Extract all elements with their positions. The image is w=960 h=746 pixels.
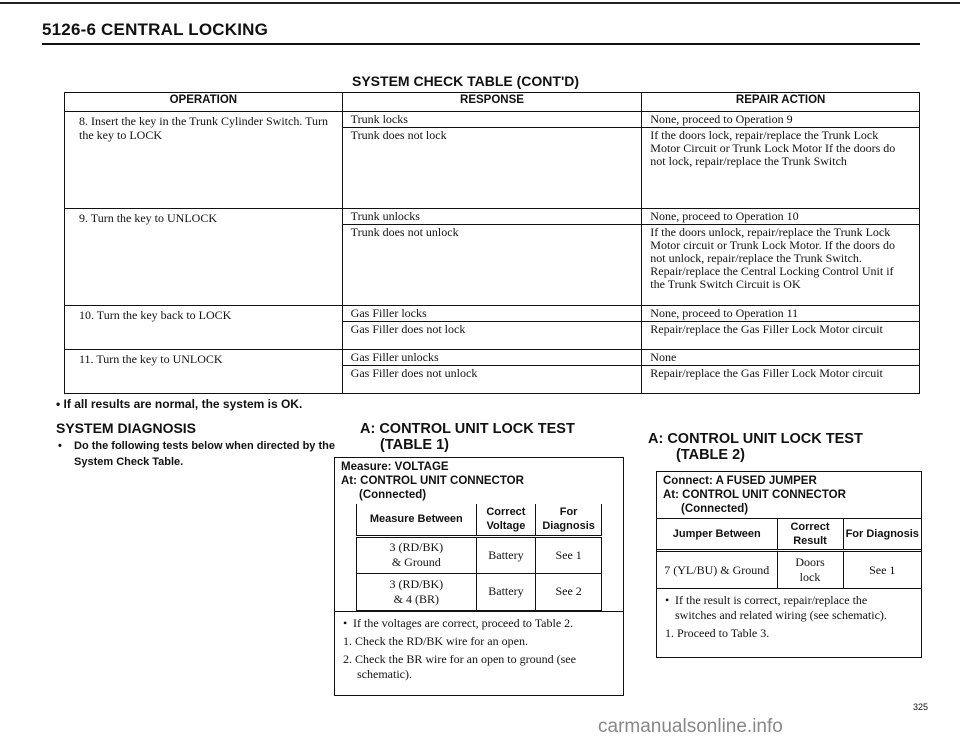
table2-between: 7 (YL/BU) & Ground — [657, 551, 777, 589]
response-item: Gas Filler unlocks — [343, 350, 642, 366]
table1-col-between: Measure Between — [357, 504, 477, 536]
table2-col-between: Jumper Between — [657, 519, 777, 551]
action-cell — [642, 350, 920, 394]
watermark: carmanualsonline.info — [598, 716, 783, 737]
table1-at: At: CONTROL UNIT CONNECTOR — [341, 475, 524, 487]
table2-grid — [657, 518, 921, 589]
table-row — [657, 551, 921, 589]
table1-connected: (Connected) — [359, 489, 427, 501]
response-item: Trunk does not lock — [350, 128, 447, 142]
action-item: Repair/replace the Gas Filler Lock Motor circuit — [650, 366, 883, 380]
table-row — [357, 536, 602, 573]
table-row — [357, 573, 602, 610]
table2-note-text: If the result is correct, repair/replace the switches and related wiring (see schematic). — [675, 593, 887, 622]
table2-col-correct: Correct Result — [777, 519, 843, 551]
table1-grid — [356, 504, 602, 611]
table2-diag: See 1 — [843, 551, 921, 589]
table1-diag: See 1 — [536, 536, 602, 573]
action-item: None, proceed to Operation 9 — [642, 112, 919, 128]
action-cell — [642, 306, 920, 350]
table1-col-correct: Correct Voltage — [476, 504, 536, 536]
table2-note: • If the result is correct, repair/replace the switches and related wiring (see schematic). — [665, 593, 911, 623]
response-item: Trunk unlocks — [343, 209, 642, 225]
table2-connect: Connect: A FUSED JUMPER — [663, 475, 817, 487]
table2-title-line1: A: CONTROL UNIT LOCK TEST — [648, 431, 863, 447]
response-item: Gas Filler locks — [343, 306, 642, 322]
table2-correct: Doors lock — [777, 551, 843, 589]
table1-title — [360, 421, 575, 453]
response-cell — [342, 306, 642, 350]
response-item: Gas Filler does not lock — [350, 322, 466, 336]
table1-measure: Measure: VOLTAGE — [341, 461, 449, 473]
system-check-table — [64, 92, 920, 394]
diagnosis-bullet: • Do the following tests below when directed by the System Check Table. — [58, 438, 338, 470]
operation-cell: 8. Insert the key in the Trunk Cylinder Switch. Turn the key to LOCK — [65, 112, 343, 209]
table2-col-diagnosis: For Diagnosis — [843, 519, 921, 551]
table2-notes — [657, 589, 921, 641]
table1-correct: Battery — [476, 573, 536, 610]
col-response: RESPONSE — [342, 93, 642, 112]
action-item: None, proceed to Operation 11 — [642, 306, 919, 322]
table1-correct: Battery — [476, 536, 536, 573]
response-item: Trunk locks — [343, 112, 642, 128]
table1-step: 2. Check the BR wire for an open to ground (see schematic). — [343, 651, 576, 681]
table1-note: • If the voltages are correct, proceed to Table 2. — [343, 615, 574, 630]
action-cell — [642, 209, 920, 306]
top-rule — [0, 2, 960, 4]
table2-step: 1. Proceed to Table 3. — [665, 626, 770, 640]
diagnosis-bullet-text: Do the following tests below when directed by the System Check Table. — [74, 440, 335, 468]
action-item: If the doors unlock, repair/replace the Trunk Lock Motor circuit or Trunk Lock Motor. If the doors do not unlock, repair/replace the Trunk Switch. Repair/replace the Central Locking Control Unit if the Trunk Switch Circuit is OK — [650, 225, 895, 291]
page-header: 5126-6 CENTRAL LOCKING — [42, 20, 269, 39]
action-item: Repair/replace the Gas Filler Lock Motor circuit — [650, 322, 883, 336]
response-item: Gas Filler does not unlock — [350, 366, 478, 380]
response-cell — [342, 350, 642, 394]
action-item: None, proceed to Operation 10 — [642, 209, 919, 225]
all-normal-text: If all results are normal, the system is OK. — [63, 397, 303, 411]
table1-box — [334, 457, 624, 696]
table-row — [65, 209, 920, 306]
table1-title-line1: A: CONTROL UNIT LOCK TEST — [360, 421, 575, 437]
response-item: Trunk does not unlock — [350, 225, 459, 239]
table1-note-text: If the voltages are correct, proceed to Table 2. — [353, 615, 574, 630]
operation-cell: 11. Turn the key to UNLOCK — [65, 350, 343, 394]
table2-connected: (Connected) — [681, 503, 749, 515]
table-row — [65, 350, 920, 394]
system-diagnosis-title: SYSTEM DIAGNOSIS — [56, 420, 197, 436]
response-cell — [342, 112, 642, 209]
table1-diag: See 2 — [536, 573, 602, 610]
table-header-row — [65, 93, 920, 112]
operation-cell: 9. Turn the key to UNLOCK — [65, 209, 343, 306]
table1-notes — [335, 611, 623, 682]
table1-between: 3 (RD/BK) & Ground — [357, 536, 477, 573]
table2-at: At: CONTROL UNIT CONNECTOR — [663, 489, 846, 501]
table2-box — [656, 471, 922, 658]
table2-title-line2: (TABLE 2) — [676, 447, 746, 463]
table1-header-row — [357, 504, 602, 536]
table-row — [65, 112, 920, 209]
operation-cell: 10. Turn the key back to LOCK — [65, 306, 343, 350]
header-rule — [42, 43, 920, 45]
table1-between: 3 (RD/BK) & 4 (BR) — [357, 573, 477, 610]
table1-col-diagnosis: For Diagnosis — [536, 504, 602, 536]
col-repair-action: REPAIR ACTION — [642, 93, 920, 112]
table1-title-line2: (TABLE 1) — [380, 437, 450, 453]
response-cell — [342, 209, 642, 306]
col-operation: OPERATION — [65, 93, 343, 112]
table1-step: 1. Check the RD/BK wire for an open. — [343, 633, 528, 648]
action-item: None — [642, 350, 919, 366]
all-normal-note: • If all results are normal, the system is OK. — [56, 397, 303, 411]
table2-header-row — [657, 519, 921, 551]
action-cell — [642, 112, 920, 209]
table2-title — [648, 431, 863, 463]
page-number: 325 — [912, 702, 928, 712]
system-check-title: SYSTEM CHECK TABLE (CONT'D) — [352, 73, 580, 89]
action-item: If the doors lock, repair/replace the Trunk Lock Motor Circuit or Trunk Lock Motor If the doors do not lock, repair/replace the Trunk Switch — [650, 128, 896, 168]
table-row — [65, 306, 920, 350]
